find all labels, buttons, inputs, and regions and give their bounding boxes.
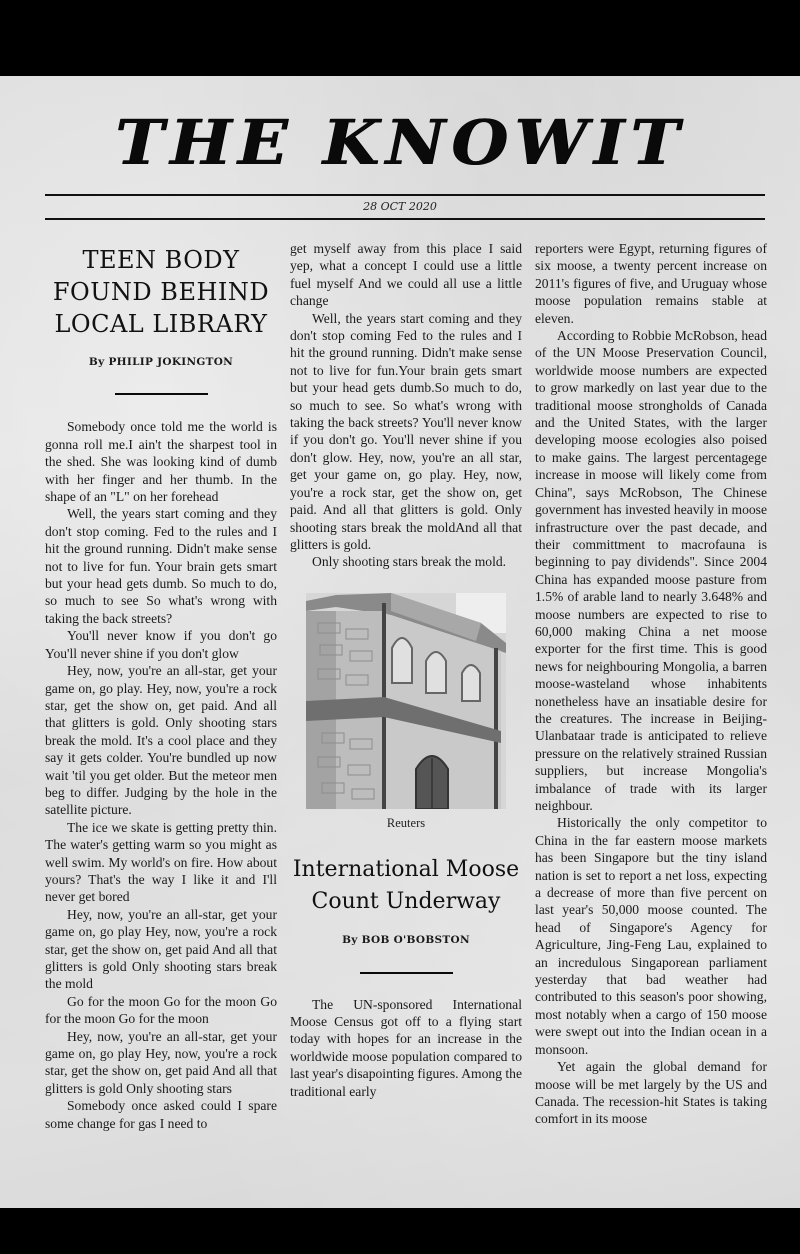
- paragraph: Hey, now, you're an all-star, get your game on, go play. Hey, now, you're a rock star, get the show on, get paid. And all that glitters is gold. Only shooting stars break the mold. It's a cool place and they say it gets colder. You're bundled up now wait 'til you get older. But the meteor men beg to differ. Judging by the hole in the satellite picture.: [45, 663, 277, 818]
- dateline: 28 OCT 2020: [363, 200, 437, 213]
- paragraph: Go for the moon Go for the moon Go for the moon Go for the moon: [45, 993, 277, 1027]
- column-3: [535, 240, 767, 1128]
- paragraph: Only shooting stars break the mold.: [312, 554, 507, 570]
- paragraph: reporters were Egypt, returning figures of six moose, a twenty percent increase on 2011's figures of five, and Uruguay whose moose population remains stable at eleven.: [535, 241, 767, 326]
- newspaper-page: [0, 76, 800, 1208]
- paragraph: According to Robbie McRobson, head of the UN Moose Preservation Council, worldwide moose numbers are expected to grow markedly on last year due to the traditional moose strongholds of Canada and the United States, with the larger developing moose ecologies also poised to make gains. The largest percentagege increase in moose will likely come from China'', says McRobson, The Chinese government has invested heavily in moose infrastructure over the past decade, and their committment to macrofauna is beginning to pay dividends''. Since 2004 China has expanded moose pasture from 1.5% of arable land to nearly 3.648% and moose numbers are expected to rise to 60,000 making China a net moose exporter for the first time. This is good news for neighbouring Mongolia, a barren moose-wasteland whose inhabitents nonetheless have an insatiable desire for the creatures. The increase in Beijing-Ulanbataar trade is anticipated to relieve pressure on the relatively strained Russian suppliers, but increase Mongolia's imbalance of trade with its larger neighbour.: [535, 328, 767, 813]
- masthead-rule-top: [45, 194, 765, 196]
- column-1: [45, 240, 277, 1132]
- paragraph: You'll never know if you don't go You'll never shine if you don't glow: [45, 628, 277, 661]
- library-building-icon: [306, 593, 506, 809]
- paragraph: Well, the years start coming and they don't stop coming Fed to the rules and I hit the ground running. Didn't make sense not to live for fun.Your brain gets smart but your head gets dumb.So much to do, so much to see. So what's wrong with taking the back streets? You'll never know if you don't go. You'll never shine if you don't glow. Hey, now, you're an all star, get your game on, go play. Hey, now, you're a rock star, get the show on, get paid. And all that glitters is gold. Only shooting stars break the moldAnd all that glitters is gold.: [290, 310, 522, 552]
- paragraph: get myself away from this place I said yep, what a concept I could use a little fuel myself And we could all use a little change: [290, 241, 522, 309]
- article-headline: International Moose Count Underway: [292, 857, 520, 915]
- paragraph: Somebody once told me the world is gonna roll me.I ain't the sharpest tool in the shed. She was looking kind of dumb with her finger and her thumb. In the shape of an "L" on her forehead: [45, 419, 277, 505]
- paragraph: The UN-sponsored International Moose Census got off to a flying start today with hopes for an increase in the worldwide moose population compared to last year's disapointing figures. Among the traditional early: [290, 996, 522, 1099]
- paragraph: Hey, now, you're an all-star, get your game on, go play Hey, now, you're a rock star, get the show on, get paid And all that glitters is gold Only shooting stars: [45, 1028, 277, 1096]
- article-byline: By PHILIP JOKINGTON: [88, 356, 234, 368]
- photo-caption: Reuters: [386, 815, 426, 830]
- article-headline: TEEN BODY FOUND BEHIND LOCAL LIBRARY: [52, 246, 270, 338]
- masthead-title: THE KNOWIT: [114, 106, 686, 179]
- column-2: [290, 240, 522, 1100]
- article-byline: By BOB O'BOBSTON: [342, 934, 470, 947]
- paragraph: The ice we skate is getting pretty thin. The water's getting warm so you might as well swim. My world's on fire. How about yours? That's the way I like it and I'll never get bored: [45, 819, 277, 905]
- article-divider: [360, 972, 453, 974]
- masthead-rule-bottom: [45, 218, 765, 220]
- article-photo: [306, 593, 506, 809]
- paragraph: Historically the only competitor to China in the far eastern moose markets has been Singapore but the tiny island nation is set to report a net loss, expecting a decrease of more than five percent on last year's 50,000 moose counted. The head of Singapore's Agency for Agriculture, Jing-Feng Lau, explained to an incredulous Singaporean parliament yesterday that bad weather had contributed to this season's poor showing, most notably when a cargo of 150 moose were swept out into the Indian ocean in a monsoon.: [535, 815, 767, 1057]
- paragraph: Well, the years start coming and they don't stop coming. Fed to the rules and I hit the ground running. Didn't make sense not to live for fun. Your brain gets smart but your head gets dumb. So much to do, so much to see So what's wrong with taking the back streets?: [45, 506, 277, 626]
- paragraph: Somebody once asked could I spare some change for gas I need to: [45, 1098, 277, 1131]
- paragraph: Yet again the global demand for moose will be met largely by the US and Canada. The recession-hit States is taking comfort in its moose: [535, 1059, 767, 1127]
- paragraph: Hey, now, you're an all-star, get your game on, go play Hey, now, you're a rock star, get the show on, get paid And all that glitters is gold Only shooting stars break the mold: [45, 906, 277, 992]
- article-divider: [115, 393, 208, 395]
